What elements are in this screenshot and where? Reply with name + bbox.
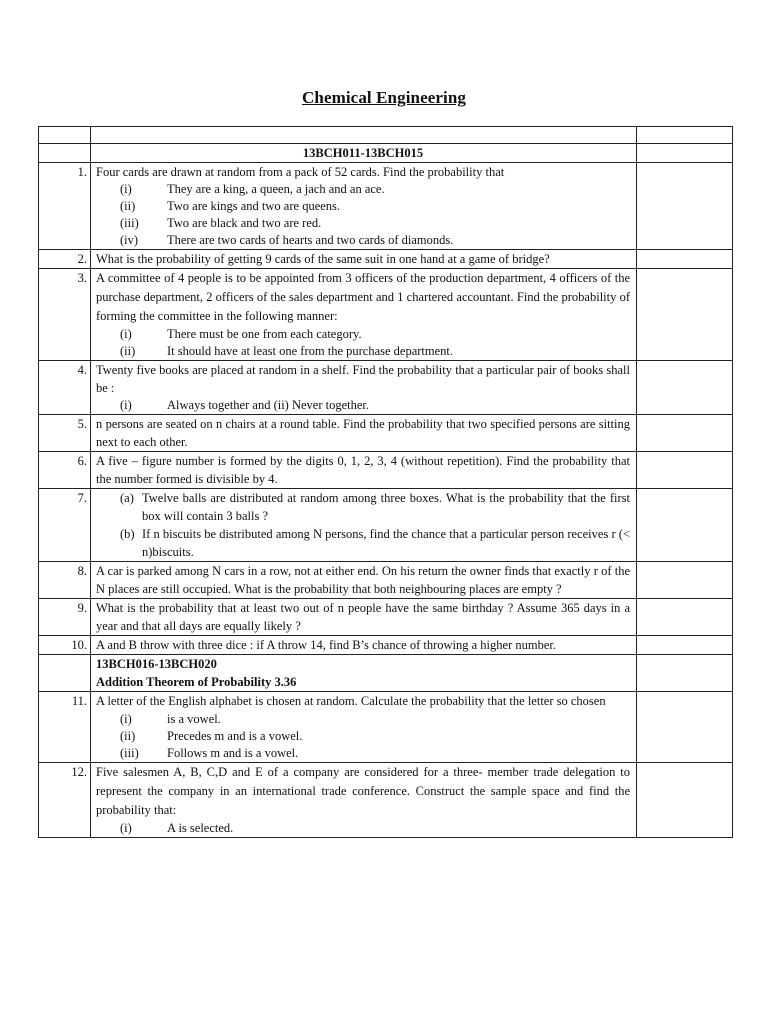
sub-text: Precedes m and is a vowel. [167, 729, 303, 743]
question-row [39, 361, 733, 415]
sub-label: (b) [120, 527, 135, 541]
question-text: What is the probability of getting 9 cards of the same suit in one hand at a game of bridge? [96, 252, 550, 266]
question-cell [91, 269, 637, 361]
sub-text: It should have at least one from the purchase department. [167, 344, 454, 358]
question-number: 1. [39, 163, 91, 250]
table-header-row [39, 127, 733, 144]
sub-text: Two are kings and two are queens. [167, 199, 341, 213]
question-text: Twenty five books are placed at random in a shelf. Find the probability that a particular pair of books shall be : [96, 363, 630, 395]
question-number: 4. [39, 361, 91, 415]
sub-item [96, 232, 630, 249]
sub-item [96, 198, 630, 215]
question-number: 12. [39, 763, 91, 838]
sub-item [96, 181, 630, 198]
blank-cell [637, 763, 733, 838]
question-number: 3. [39, 269, 91, 361]
question-cell [91, 599, 637, 636]
question-cell [91, 415, 637, 452]
question-number: 7. [39, 489, 91, 562]
blank-cell [39, 655, 91, 692]
question-row [39, 452, 733, 489]
question-row [39, 269, 733, 361]
question-cell [91, 763, 637, 838]
question-cell [91, 163, 637, 250]
section-heading-cell [91, 655, 637, 692]
blank-cell [637, 127, 733, 144]
question-row [39, 489, 733, 562]
sub-label: (iv) [120, 233, 139, 247]
sub-item [96, 745, 630, 762]
section-heading: 13BCH011-13BCH015 [91, 144, 637, 163]
sub-text: If n biscuits be distributed among N persons, find the chance that a particular person receives r (< n)biscuits. [142, 527, 630, 559]
blank-cell [637, 361, 733, 415]
blank-cell [91, 127, 637, 144]
section-heading-row [39, 655, 733, 692]
sub-label: (a) [120, 491, 134, 505]
question-number: 11. [39, 692, 91, 763]
blank-cell [637, 655, 733, 692]
section-heading-row [39, 144, 733, 163]
sub-text: Two are black and two are red. [167, 216, 322, 230]
blank-cell [637, 163, 733, 250]
section-heading: 13BCH016-13BCH020 [96, 657, 217, 671]
question-number: 2. [39, 250, 91, 269]
question-number: 10. [39, 636, 91, 655]
question-cell [91, 361, 637, 415]
question-number: 5. [39, 415, 91, 452]
question-row [39, 250, 733, 269]
sub-label: (i) [120, 327, 132, 341]
blank-cell [637, 636, 733, 655]
question-text: Five salesmen A, B, C,D and E of a company are considered for a three- member trade delegation to represent the company in an international trade conference. Construct the sample space and find the probability that: [96, 765, 630, 817]
blank-cell [637, 269, 733, 361]
sub-label: (i) [120, 182, 132, 196]
question-row [39, 692, 733, 763]
sub-text: Twelve balls are distributed at random among three boxes. What is the probability that the first box will contain 3 balls ? [142, 491, 630, 523]
question-cell [91, 636, 637, 655]
sub-text: They are a king, a queen, a jach and an ace. [167, 182, 385, 196]
question-number: 8. [39, 562, 91, 599]
blank-cell [637, 489, 733, 562]
sub-item [96, 397, 630, 414]
blank-cell [637, 415, 733, 452]
sub-label: (i) [120, 398, 132, 412]
question-text: A letter of the English alphabet is chosen at random. Calculate the probability that the letter so chosen [96, 694, 606, 708]
question-number: 6. [39, 452, 91, 489]
blank-cell [637, 599, 733, 636]
blank-cell [637, 144, 733, 163]
question-text: What is the probability that at least two out of n people have the same birthday ? Assume 365 days in a year and that all days are equally likely ? [96, 601, 630, 633]
sub-label: (ii) [120, 199, 136, 213]
question-row [39, 599, 733, 636]
sub-item [96, 728, 630, 745]
blank-cell [637, 692, 733, 763]
blank-cell [637, 562, 733, 599]
questions-table [38, 126, 733, 838]
sub-text: is a vowel. [167, 712, 221, 726]
question-row [39, 763, 733, 838]
question-row [39, 636, 733, 655]
page-title: Chemical Engineering [302, 88, 466, 107]
question-cell [91, 489, 637, 562]
question-text: n persons are seated on n chairs at a round table. Find the probability that two specified persons are sitting next to each other. [96, 417, 630, 449]
question-text: A car is parked among N cars in a row, not at either end. On his return the owner finds that exactly r of the N places are still occupied. What is the probability that both neighbouring places are empty ? [96, 564, 630, 596]
sub-label: (ii) [120, 344, 136, 358]
sub-item [96, 711, 630, 728]
sub-item [96, 215, 630, 232]
blank-cell [637, 452, 733, 489]
sub-text: Follows m and is a vowel. [167, 746, 299, 760]
question-text: A committee of 4 people is to be appointed from 3 officers of the production department, 4 officers of the purchase department, 2 officers of the sales department and 1 chartered accountant. Find the probability of forming the committee in the following manner: [96, 271, 630, 323]
sub-label: (i) [120, 821, 132, 835]
question-cell [91, 562, 637, 599]
question-text: Four cards are drawn at random from a pack of 52 cards. Find the probability that [96, 165, 505, 179]
sub-label: (iii) [120, 746, 139, 760]
blank-cell [39, 144, 91, 163]
sub-text: Always together and (ii) Never together. [167, 398, 370, 412]
sub-item [96, 489, 630, 525]
sub-text: A is selected. [167, 821, 234, 835]
sub-text: There are two cards of hearts and two cards of diamonds. [167, 233, 454, 247]
question-text: A and B throw with three dice : if A throw 14, find B’s chance of throwing a higher number. [96, 638, 556, 652]
section-subheading: Addition Theorem of Probability 3.36 [96, 675, 297, 689]
blank-cell [39, 127, 91, 144]
question-text: A five – figure number is formed by the digits 0, 1, 2, 3, 4 (without repetition). Find the probability that the number formed is divisible by 4. [96, 454, 630, 486]
sub-item [96, 820, 630, 837]
question-cell [91, 250, 637, 269]
question-cell [91, 692, 637, 763]
question-cell [91, 452, 637, 489]
question-number: 9. [39, 599, 91, 636]
sub-item [96, 525, 630, 561]
sub-label: (iii) [120, 216, 139, 230]
sub-label: (i) [120, 712, 132, 726]
sub-item [96, 343, 630, 360]
sub-label: (ii) [120, 729, 136, 743]
question-row [39, 562, 733, 599]
sub-item [96, 326, 630, 343]
blank-cell [637, 250, 733, 269]
question-row [39, 415, 733, 452]
question-row [39, 163, 733, 250]
sub-text: There must be one from each category. [167, 327, 362, 341]
